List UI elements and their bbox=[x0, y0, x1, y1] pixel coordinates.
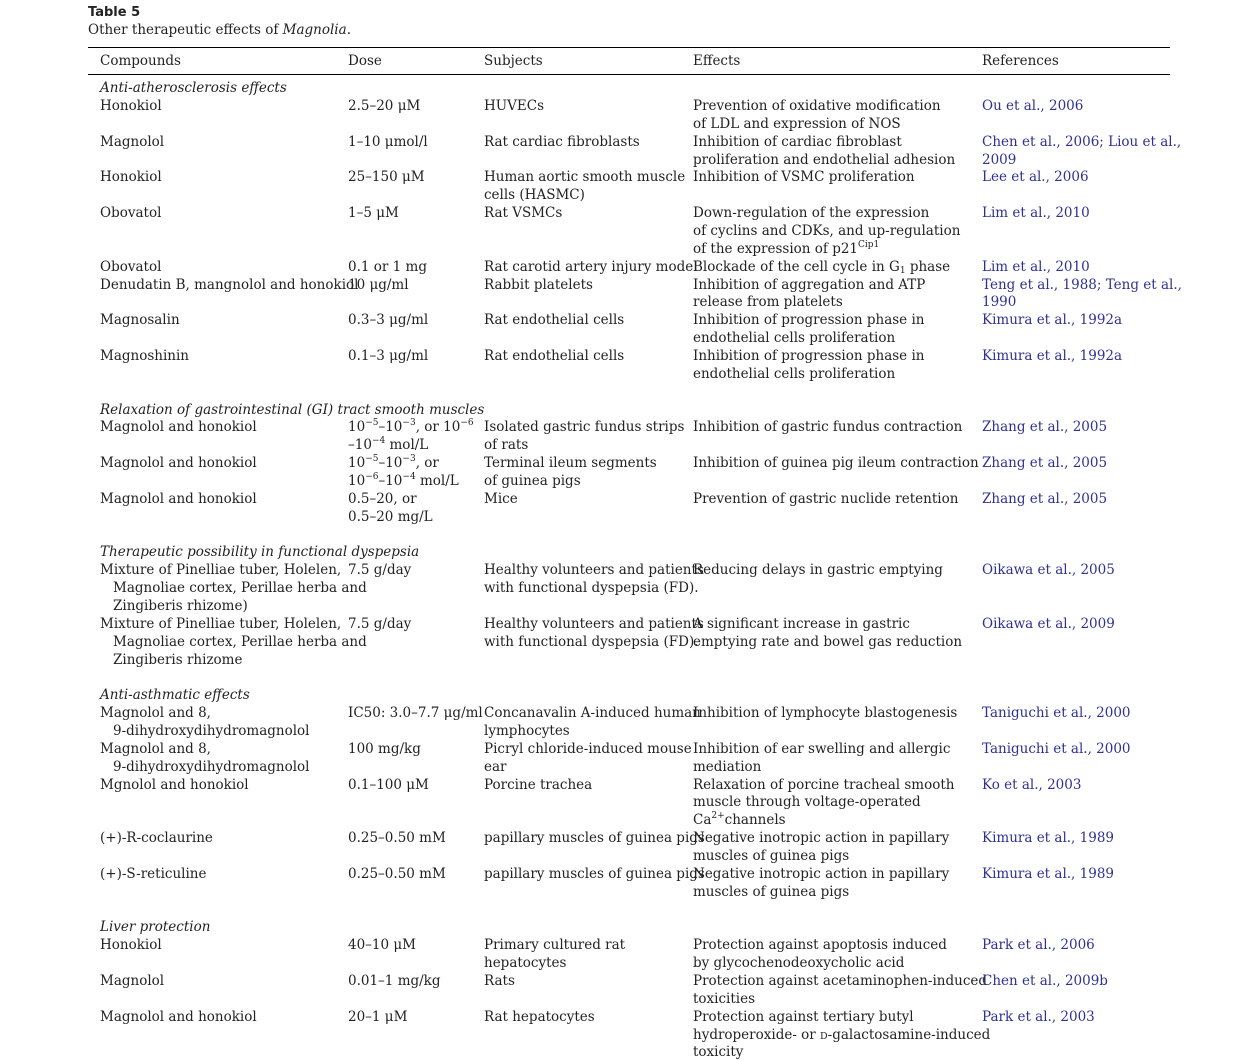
cell-compound: Mixture of Pinelliae tuber, Holelen, bbox=[100, 616, 342, 632]
header-rule bbox=[88, 74, 1170, 75]
cell-effects: Prevention of gastric nuclide retention bbox=[693, 491, 959, 507]
cell-effects: endothelial cells proliferation bbox=[693, 330, 896, 346]
cell-effects: Relaxation of porcine tracheal smooth bbox=[693, 777, 955, 793]
cell-compound: Zingiberis rhizome bbox=[113, 652, 243, 668]
table-5 bbox=[88, 5, 1182, 1060]
cell-subjects: of guinea pigs bbox=[484, 473, 581, 489]
cell-effects: Protection against apoptosis induced bbox=[693, 937, 947, 953]
cell-subjects: Rats bbox=[484, 973, 515, 989]
cell-effects: Negative inotropic action in papillary bbox=[693, 830, 950, 846]
cell-compound: Magnolol and honokiol bbox=[100, 419, 257, 435]
cell-dose: IC50: 3.0–7.7 μg/ml bbox=[348, 705, 483, 721]
col-header-compounds: Compounds bbox=[100, 53, 181, 69]
col-header-effects: Effects bbox=[693, 53, 741, 69]
reference-link[interactable]: Oikawa et al., 2009 bbox=[982, 616, 1115, 632]
cell-subjects: papillary muscles of guinea pigs bbox=[484, 830, 705, 846]
cell-effects: Inhibition of progression phase in bbox=[693, 312, 925, 328]
cell-subjects: Rat endothelial cells bbox=[484, 312, 625, 328]
cell-subjects: Picryl chloride-induced mouse bbox=[484, 741, 692, 757]
superscript: −3 bbox=[402, 454, 416, 464]
reference-link[interactable]: Lim et al., 2010 bbox=[982, 205, 1090, 221]
reference-link[interactable]: Kimura et al., 1992a bbox=[982, 312, 1123, 328]
superscript: −5 bbox=[365, 418, 379, 428]
cell-compound: Honokiol bbox=[100, 98, 162, 114]
dose-text: –10 bbox=[378, 473, 403, 489]
section-heading: Relaxation of gastrointestinal (GI) tract smooth muscles bbox=[100, 402, 485, 418]
cell-compound: Obovatol bbox=[100, 205, 162, 221]
cell-dose: 7.5 g/day bbox=[348, 562, 412, 578]
superscript: 2+ bbox=[711, 811, 725, 821]
reference-link[interactable]: Kimura et al., 1989 bbox=[982, 830, 1114, 846]
cell-dose: 0.3–3 μg/ml bbox=[348, 312, 429, 328]
cell-dose: 0.5–20, or bbox=[348, 491, 417, 507]
section-heading: Anti-asthmatic effects bbox=[100, 687, 250, 703]
small-caps-letter: D bbox=[820, 1031, 828, 1042]
cell-effects: muscles of guinea pigs bbox=[693, 884, 850, 900]
top-rule bbox=[88, 47, 1170, 48]
cell-effects: Protection against tertiary butyl bbox=[693, 1009, 914, 1025]
cell-subjects: hepatocytes bbox=[484, 955, 567, 971]
cell-compound: 9-dihydroxydihydromagnolol bbox=[113, 759, 310, 775]
cell-effects: by glycochenodeoxycholic acid bbox=[693, 955, 905, 971]
superscript: −6 bbox=[460, 418, 474, 428]
dose-text: mol/L bbox=[415, 473, 459, 489]
dose-text: 10 bbox=[348, 455, 366, 471]
cell-dose: 40–10 μM bbox=[348, 937, 416, 953]
reference-link[interactable]: Ko et al., 2003 bbox=[982, 777, 1082, 793]
cell-subjects: Human aortic smooth muscle bbox=[484, 169, 686, 185]
cell-dose: 0.01–1 mg/kg bbox=[348, 973, 441, 989]
cell-subjects: papillary muscles of guinea pigs bbox=[484, 866, 705, 882]
cell-dose: 7.5 g/day bbox=[348, 616, 412, 632]
cell-dose: 1–10 μmol/l bbox=[348, 134, 428, 150]
cell-effects: Inhibition of aggregation and ATP bbox=[693, 277, 926, 293]
cell-dose bbox=[348, 418, 474, 436]
cell-dose: 0.1–100 μM bbox=[348, 777, 429, 793]
effects-text: Ca bbox=[693, 812, 712, 828]
cell-compound: Magnolol and honokiol bbox=[100, 1009, 257, 1025]
reference-link[interactable]: Kimura et al., 1992a bbox=[982, 348, 1123, 364]
reference-link[interactable]: Taniguchi et al., 2000 bbox=[982, 705, 1131, 721]
cell-effects: Prevention of oxidative modification bbox=[693, 98, 941, 114]
cell-effects: of LDL and expression of NOS bbox=[693, 116, 901, 132]
section-heading: Therapeutic possibility in functional dyspepsia bbox=[100, 544, 420, 560]
cell-effects: toxicities bbox=[693, 991, 756, 1007]
dose-text: 10 bbox=[348, 473, 366, 489]
dose-text: –10 bbox=[378, 419, 403, 435]
dose-text: –10 bbox=[378, 455, 403, 471]
effects-text: hydroperoxide- or bbox=[693, 1027, 821, 1043]
caption-genus: Magnolia bbox=[282, 22, 347, 38]
cell-effects: Down-regulation of the expression bbox=[693, 205, 930, 221]
cell-dose: 10 μg/ml bbox=[348, 277, 409, 293]
reference-link[interactable]: Zhang et al., 2005 bbox=[982, 455, 1108, 471]
superscript: −4 bbox=[371, 436, 386, 446]
col-header-subjects: Subjects bbox=[484, 53, 543, 69]
reference-link[interactable]: 2009 bbox=[982, 152, 1017, 168]
cell-dose: 0.1 or 1 mg bbox=[348, 259, 427, 275]
cell-compound: Mixture of Pinelliae tuber, Holelen, bbox=[100, 562, 342, 578]
superscript: Cip1 bbox=[858, 240, 880, 250]
dose-text: 10 bbox=[348, 419, 366, 435]
subscript: 1 bbox=[899, 266, 906, 276]
dose-text: mol/L bbox=[385, 437, 429, 453]
cell-dose: 100 mg/kg bbox=[348, 741, 421, 757]
cell-subjects: Terminal ileum segments bbox=[484, 455, 657, 471]
cell-effects: Reducing delays in gastric emptying bbox=[693, 562, 943, 578]
superscript: −3 bbox=[402, 418, 416, 428]
cell-subjects: Rat cardiac fibroblasts bbox=[484, 134, 640, 150]
cell-effects: Inhibition of ear swelling and allergic bbox=[693, 741, 951, 757]
effects-text: phase bbox=[905, 259, 951, 275]
cell-dose: 0.25–0.50 mM bbox=[348, 830, 446, 846]
cell-compound: Magnoshinin bbox=[100, 348, 189, 364]
cell-effects bbox=[693, 240, 879, 258]
cell-subjects: Healthy volunteers and patients bbox=[484, 616, 704, 632]
effects-text: of the expression of p21 bbox=[693, 241, 859, 257]
cell-compound: Magnosalin bbox=[100, 312, 180, 328]
cell-effects bbox=[693, 811, 786, 829]
cell-subjects: with functional dyspepsia (FD). bbox=[484, 580, 699, 596]
cell-subjects: Healthy volunteers and patients bbox=[484, 562, 704, 578]
cell-compound: Magnolol and honokiol bbox=[100, 491, 257, 507]
cell-effects: mediation bbox=[693, 759, 762, 775]
cell-effects: Negative inotropic action in papillary bbox=[693, 866, 950, 882]
effects-text: channels bbox=[724, 812, 786, 828]
reference-link[interactable]: 1990 bbox=[982, 294, 1017, 310]
cell-compound: Magnoliae cortex, Perillae herba and bbox=[113, 580, 367, 596]
cell-dose: 0.5–20 mg/L bbox=[348, 509, 433, 525]
col-header-references: References bbox=[982, 53, 1059, 69]
cell-effects: toxicity bbox=[693, 1044, 744, 1060]
caption-period: . bbox=[346, 22, 351, 38]
cell-subjects: of rats bbox=[484, 437, 529, 453]
cell-subjects: Porcine trachea bbox=[484, 777, 593, 793]
cell-subjects: lymphocytes bbox=[484, 723, 570, 739]
cell-dose bbox=[348, 436, 428, 454]
cell-compound: (+)-S-reticuline bbox=[100, 866, 207, 882]
cell-effects: of cyclins and CDKs, and up-regulation bbox=[693, 223, 961, 239]
cell-subjects: Rat carotid artery injury model bbox=[484, 259, 698, 275]
reference-link[interactable]: Kimura et al., 1989 bbox=[982, 866, 1114, 882]
cell-compound: Magnolol and honokiol bbox=[100, 455, 257, 471]
reference-link[interactable]: Park et al., 2003 bbox=[982, 1009, 1095, 1025]
reference-link[interactable]: Lee et al., 2006 bbox=[982, 169, 1089, 185]
cell-subjects: with functional dyspepsia (FD). bbox=[484, 634, 699, 650]
table-caption bbox=[88, 21, 1170, 39]
cell-subjects: cells (HASMC) bbox=[484, 187, 585, 203]
reference-link[interactable]: Chen et al., 2009b bbox=[982, 973, 1108, 989]
cell-effects: muscle through voltage-operated bbox=[693, 794, 921, 810]
cell-compound: Magnolol bbox=[100, 973, 165, 989]
cell-subjects: Concanavalin A-induced human bbox=[484, 705, 701, 721]
cell-effects bbox=[693, 258, 950, 276]
cell-dose: 0.25–0.50 mM bbox=[348, 866, 446, 882]
cell-compound: Zingiberis rhizome) bbox=[113, 598, 248, 614]
cell-effects: A significant increase in gastric bbox=[693, 616, 910, 632]
cell-compound: Honokiol bbox=[100, 937, 162, 953]
superscript: −5 bbox=[365, 454, 379, 464]
cell-subjects: HUVECs bbox=[484, 98, 545, 114]
caption-text: Other therapeutic effects of bbox=[88, 22, 283, 38]
cell-compound: Magnolol and 8, bbox=[100, 741, 211, 757]
superscript: −6 bbox=[365, 472, 379, 482]
cell-dose bbox=[348, 472, 459, 490]
cell-effects: release from platelets bbox=[693, 294, 843, 310]
dose-text: , or 10 bbox=[415, 419, 461, 435]
reference-link[interactable]: Lim et al., 2010 bbox=[982, 259, 1090, 275]
cell-effects: muscles of guinea pigs bbox=[693, 848, 850, 864]
reference-link[interactable]: Zhang et al., 2005 bbox=[982, 491, 1108, 507]
table-label: Table 5 bbox=[88, 5, 141, 20]
cell-subjects: Isolated gastric fundus strips bbox=[484, 419, 685, 435]
reference-link[interactable]: Teng et al., 1988; Teng et al., bbox=[982, 277, 1182, 293]
cell-subjects: Mice bbox=[484, 491, 518, 507]
cell-effects: Inhibition of VSMC proliferation bbox=[693, 169, 915, 185]
cell-compound: Magnolol and 8, bbox=[100, 705, 211, 721]
cell-subjects: Rat endothelial cells bbox=[484, 348, 625, 364]
cell-effects: Inhibition of progression phase in bbox=[693, 348, 925, 364]
reference-link[interactable]: Oikawa et al., 2005 bbox=[982, 562, 1115, 578]
dose-text: –10 bbox=[348, 437, 372, 453]
effects-text: Blockade of the cell cycle in G bbox=[693, 259, 900, 275]
reference-link[interactable]: Zhang et al., 2005 bbox=[982, 419, 1108, 435]
cell-effects: Inhibition of guinea pig ileum contraction bbox=[693, 455, 979, 471]
cell-effects: proliferation and endothelial adhesion bbox=[693, 152, 956, 168]
cell-effects: Inhibition of lymphocyte blastogenesis bbox=[693, 705, 958, 721]
reference-link[interactable]: Ou et al., 2006 bbox=[982, 98, 1084, 114]
cell-subjects: Primary cultured rat bbox=[484, 937, 626, 953]
cell-dose: 2.5–20 μM bbox=[348, 98, 421, 114]
cell-effects: emptying rate and bowel gas reduction bbox=[693, 634, 963, 650]
cell-effects: Inhibition of cardiac fibroblast bbox=[693, 134, 902, 150]
cell-effects: Protection against acetaminophen-induced bbox=[693, 973, 988, 989]
cell-compound: Honokiol bbox=[100, 169, 162, 185]
reference-link[interactable]: Taniguchi et al., 2000 bbox=[982, 741, 1131, 757]
cell-dose: 20–1 μM bbox=[348, 1009, 408, 1025]
section-heading: Liver protection bbox=[100, 919, 211, 935]
cell-compound: Mgnolol and honokiol bbox=[100, 777, 249, 793]
superscript: −4 bbox=[402, 472, 416, 482]
reference-link[interactable]: Chen et al., 2006; Liou et al., bbox=[982, 134, 1182, 150]
col-header-dose: Dose bbox=[348, 53, 382, 69]
cell-subjects: Rat hepatocytes bbox=[484, 1009, 595, 1025]
cell-subjects: Rat VSMCs bbox=[484, 205, 563, 221]
cell-compound: (+)-R-coclaurine bbox=[100, 830, 213, 846]
reference-link[interactable]: Park et al., 2006 bbox=[982, 937, 1095, 953]
cell-compound: Magnolol bbox=[100, 134, 165, 150]
cell-effects: endothelial cells proliferation bbox=[693, 366, 896, 382]
cell-compound: 9-dihydroxydihydromagnolol bbox=[113, 723, 310, 739]
cell-compound: Denudatin B, mangnolol and honokiol bbox=[100, 277, 359, 293]
cell-effects: Inhibition of gastric fundus contraction bbox=[693, 419, 963, 435]
cell-dose bbox=[348, 454, 439, 472]
section-heading: Anti-atherosclerosis effects bbox=[100, 80, 287, 96]
cell-subjects: ear bbox=[484, 759, 507, 775]
cell-dose: 1–5 μM bbox=[348, 205, 399, 221]
dose-text: , or bbox=[415, 455, 439, 471]
cell-subjects: Rabbit platelets bbox=[484, 277, 593, 293]
cell-compound: Obovatol bbox=[100, 259, 162, 275]
cell-dose: 0.1–3 μg/ml bbox=[348, 348, 429, 364]
cell-dose: 25–150 μM bbox=[348, 169, 425, 185]
effects-text: -galactosamine-induced bbox=[827, 1027, 991, 1043]
cell-compound: Magnoliae cortex, Perillae herba and bbox=[113, 634, 367, 650]
